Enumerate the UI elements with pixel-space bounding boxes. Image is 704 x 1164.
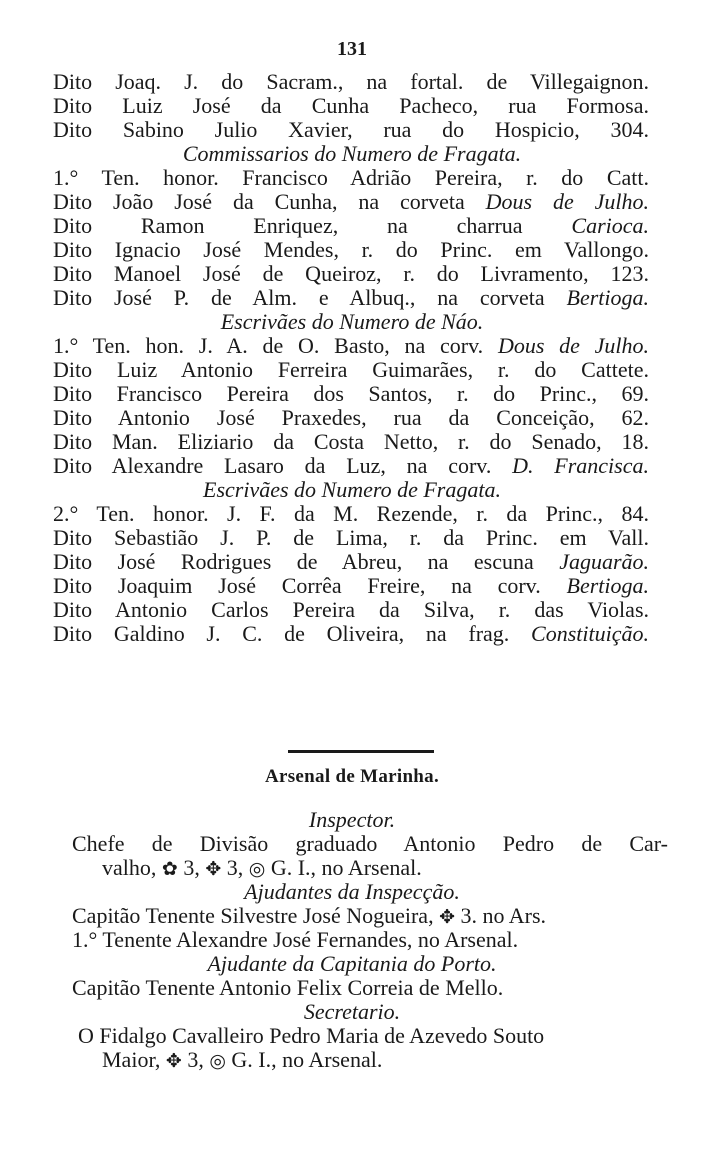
arsenal-list [0, 808, 704, 1072]
list-item: 1.° Tenente Alexandre José Fernandes, no Arsenal. [72, 928, 519, 952]
list-item: Capitão Tenente Silvestre José Nogueira, ✥ 3. no Ars. [72, 904, 547, 928]
section-divider [288, 750, 434, 753]
section-heading: Ajudantes da Inspecção. [244, 880, 460, 904]
list-item: Dito Joaq. J. do Sacram., na fortal. de Villegaignon. [53, 70, 649, 94]
list-item: Dito João José da Cunha, na corveta Dous de Julho. [53, 190, 649, 214]
list-item: Capitão Tenente Antonio Felix Correia de Mello. [72, 976, 504, 1000]
list-item: O Fidalgo Cavalleiro Pedro Maria de Azevedo Souto [78, 1024, 545, 1048]
arsenal-title: Arsenal de Marinha. [264, 766, 440, 787]
list-item: Dito Sebastião J. P. de Lima, r. da Princ. em Vall. [53, 526, 649, 550]
circled-order-icon: ◎ [209, 1050, 226, 1072]
list-item: 2.° Ten. honor. J. F. da M. Rezende, r. da Princ., 84. [53, 502, 649, 526]
list-item: Dito Antonio Carlos Pereira da Silva, r. das Violas. [53, 598, 649, 622]
cross-icon: ✥ [439, 906, 455, 928]
list-item: Dito Antonio José Praxedes, rua da Conceição, 62. [53, 406, 649, 430]
list-item: Dito Ignacio José Mendes, r. do Princ. em Vallongo. [53, 238, 649, 262]
section-heading: Inspector. [308, 808, 396, 832]
list-item: Dito Galdino J. C. de Oliveira, na frag. Constituição. [53, 622, 649, 646]
list-item: Dito Luiz José da Cunha Pacheco, rua Formosa. [53, 94, 649, 118]
list-item: Dito Alexandre Lasaro da Luz, na corv. D. Francisca. [53, 454, 649, 478]
section-heading: Escrivães do Numero de Náo. [220, 310, 484, 334]
page-number: 131 [337, 38, 367, 60]
list-item: Dito Francisco Pereira dos Santos, r. do Princ., 69. [53, 382, 649, 406]
list-item: Dito Joaquim José Corrêa Freire, na corv. Bertioga. [53, 574, 649, 598]
cross-icon: ✥ [205, 858, 222, 880]
list-item: Dito Ramon Enriquez, na charrua Carioca. [53, 214, 649, 238]
list-item: Dito Man. Eliziario da Costa Netto, r. do Senado, 18. [53, 430, 649, 454]
list-item: Dito Manoel José de Queiroz, r. do Livramento, 123. [53, 262, 649, 286]
list-item: valho, ✿ 3, ✥ 3, ◎ G. I., no Arsenal. [102, 856, 422, 880]
circled-order-icon: ◎ [248, 858, 266, 880]
list-item: Dito José P. de Alm. e Albuq., na corveta Bertioga. [53, 286, 649, 310]
section-heading: Secretario. [303, 1000, 401, 1024]
roster-list [0, 70, 704, 646]
rosette-icon: ✿ [161, 858, 178, 880]
list-item: Dito Luiz Antonio Ferreira Guimarães, r. do Cattete. [53, 358, 649, 382]
section-heading: Escrivães do Numero de Fragata. [203, 478, 501, 502]
list-item: Dito Sabino Julio Xavier, rua do Hospicio, 304. [53, 118, 649, 142]
section-heading: Ajudante da Capitania do Porto. [207, 952, 497, 976]
cross-icon: ✥ [165, 1050, 182, 1072]
section-heading: Commissarios do Numero de Fragata. [182, 142, 522, 166]
list-item: 1.° Ten. honor. Francisco Adrião Pereira, r. do Catt. [53, 166, 649, 190]
list-item: 1.° Ten. hon. J. A. de O. Basto, na corv. Dous de Julho. [53, 334, 649, 358]
list-item: Dito José Rodrigues de Abreu, na escuna Jaguarão. [53, 550, 649, 574]
list-item: Chefe de Divisão graduado Antonio Pedro de Car- [72, 832, 668, 856]
list-item: Maior, ✥ 3, ◎ G. I., no Arsenal. [102, 1048, 383, 1072]
